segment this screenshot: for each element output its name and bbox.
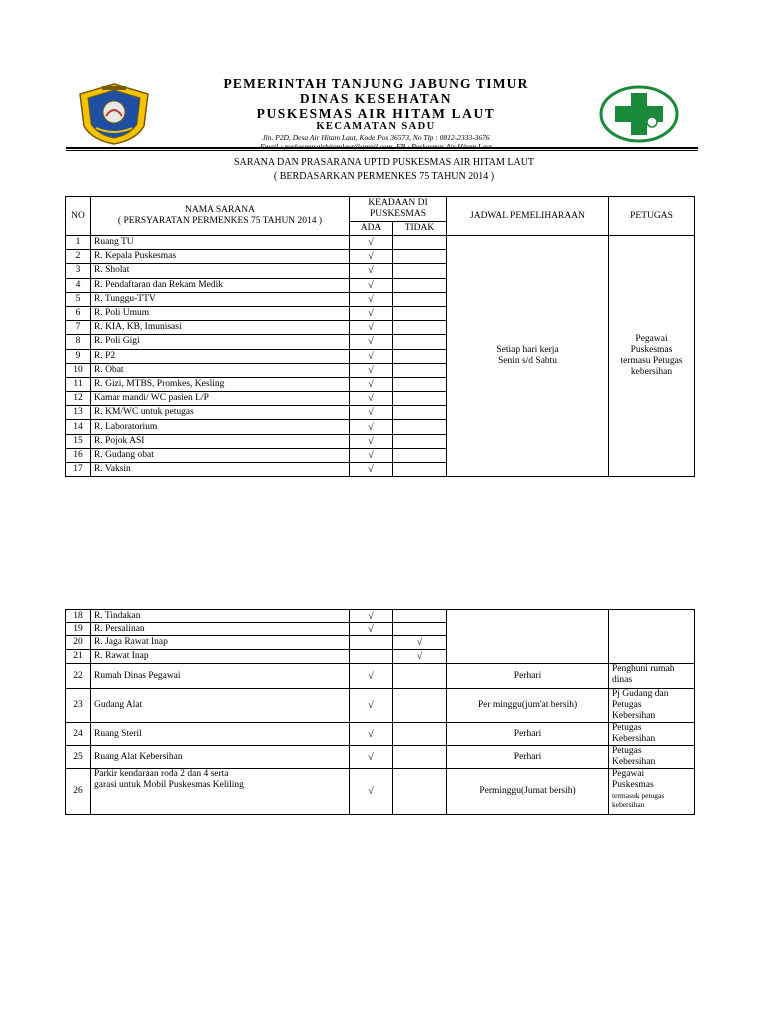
facility-name: R. Poli Umum <box>91 306 350 320</box>
facility-name: R. KIA, KB, Imunisasi <box>91 321 350 335</box>
facility-name: Rumah Dinas Pegawai <box>91 664 350 689</box>
row-number: 2 <box>66 250 91 264</box>
table-row <box>66 723 695 746</box>
facility-name: R. KM/WC untuk petugas <box>91 406 350 420</box>
check-tidak <box>393 746 447 769</box>
cell-line: Pegawai <box>612 769 645 779</box>
maintenance-schedule <box>447 610 609 664</box>
check-ada: √ <box>350 406 393 420</box>
letterhead-district: KECAMATAN SADU <box>316 121 436 132</box>
maintenance-schedule: Perhari <box>447 723 609 746</box>
row-number: 12 <box>66 392 91 406</box>
header-nama-line1: NAMA SARANA <box>185 205 255 215</box>
facility-name: Kamar mandi/ WC pasien L/P <box>91 392 350 406</box>
facility-name: R. Pojok ASI <box>91 434 350 448</box>
check-ada: √ <box>350 292 393 306</box>
check-tidak <box>393 406 447 420</box>
cell-line: kebersihan <box>612 800 645 809</box>
check-ada: √ <box>350 377 393 391</box>
check-ada: √ <box>350 769 393 815</box>
facility-name <box>91 769 350 815</box>
check-ada: √ <box>350 278 393 292</box>
check-ada: √ <box>350 335 393 349</box>
facility-name: Ruang TU <box>91 236 350 250</box>
check-tidak <box>393 420 447 434</box>
check-tidak <box>393 278 447 292</box>
check-ada: √ <box>350 392 393 406</box>
row-number: 7 <box>66 321 91 335</box>
cell-line: Senin s/d Sabtu <box>497 356 558 367</box>
facility-table-1 <box>65 196 695 477</box>
header-tidak: TIDAK <box>393 222 447 236</box>
cell-line: Pj Gudang dan <box>612 689 669 699</box>
check-ada: √ <box>350 689 393 723</box>
facility-name: R. Laboratorium <box>91 420 350 434</box>
check-ada: √ <box>350 349 393 363</box>
facility-table-2 <box>65 609 695 815</box>
check-tidak <box>393 689 447 723</box>
document-title: SARANA DAN PRASARANA UPTD PUSKESMAS AIR HITAM LAUT <box>233 157 535 168</box>
table-row <box>66 689 695 723</box>
row-number: 1 <box>66 236 91 250</box>
letterhead-rule-thin <box>66 150 698 151</box>
check-tidak <box>393 664 447 689</box>
maintenance-schedule: Per minggu(jum'at bersih) <box>447 689 609 723</box>
letterhead-agency: DINAS KESEHATAN <box>299 91 453 106</box>
check-tidak <box>393 434 447 448</box>
check-tidak: √ <box>393 650 447 664</box>
header-keadaan <box>350 197 447 222</box>
check-tidak <box>393 623 447 636</box>
letterhead-address: Jln. P2D, Desa Air Hitam Laut, Kode Pos 36573, No Tlp : 0812-2333-3676 <box>262 133 490 142</box>
header-ada: ADA <box>350 222 393 236</box>
document-subtitle: ( BERDASARKAN PERMENKES 75 TAHUN 2014 ) <box>273 171 495 182</box>
row-number: 3 <box>66 264 91 278</box>
check-tidak <box>393 321 447 335</box>
staff-responsible <box>609 746 695 769</box>
check-tidak <box>393 250 447 264</box>
header-keadaan-line2: PUSKESMAS <box>370 209 426 219</box>
check-ada: √ <box>350 306 393 320</box>
check-ada: √ <box>350 236 393 250</box>
cell-line: termasu Petugas <box>620 356 683 367</box>
cell-line: Petugas <box>612 723 642 733</box>
staff-responsible <box>609 610 695 664</box>
facility-name: R. Gudang obat <box>91 448 350 462</box>
staff-responsible <box>609 689 695 723</box>
cell-line: dinas <box>612 675 633 685</box>
cell-line: termasuk petugas <box>612 791 665 800</box>
health-cross-logo-icon <box>599 85 679 143</box>
check-tidak <box>393 264 447 278</box>
check-tidak <box>393 392 447 406</box>
facility-name: R. Rawat Inap <box>91 650 350 664</box>
check-tidak <box>393 363 447 377</box>
cell-line: Setiap hari kerja <box>496 345 559 356</box>
maintenance-schedule: Perminggu(Jumat bersih) <box>447 769 609 815</box>
header-petugas: PETUGAS <box>609 197 695 236</box>
check-tidak <box>393 349 447 363</box>
facility-name: R. P2 <box>91 349 350 363</box>
facility-name: R. Jaga Rawat Inap <box>91 636 350 650</box>
check-tidak <box>393 236 447 250</box>
header-no: NO <box>66 197 91 236</box>
row-number: 13 <box>66 406 91 420</box>
row-number: 20 <box>66 636 91 650</box>
row-number: 22 <box>66 664 91 689</box>
facility-name: R. Tindakan <box>91 610 350 623</box>
cell-line: Petugas <box>612 700 642 710</box>
facility-name: Gudang Alat <box>91 689 350 723</box>
table-row <box>66 236 695 250</box>
row-number: 25 <box>66 746 91 769</box>
row-number: 8 <box>66 335 91 349</box>
row-number: 5 <box>66 292 91 306</box>
maintenance-schedule: Perhari <box>447 746 609 769</box>
facility-name: Ruang Alat Kebersihan <box>91 746 350 769</box>
letterhead-government: PEMERINTAH TANJUNG JABUNG TIMUR <box>223 76 529 91</box>
check-ada <box>350 636 393 650</box>
row-number: 26 <box>66 769 91 815</box>
table-row <box>66 610 695 623</box>
row-number: 19 <box>66 623 91 636</box>
cell-line: kebersihan <box>630 367 673 378</box>
letterhead-puskesmas: PUSKESMAS AIR HITAM LAUT <box>256 106 496 121</box>
check-tidak: √ <box>393 636 447 650</box>
check-tidak <box>393 335 447 349</box>
check-tidak <box>393 769 447 815</box>
row-number: 21 <box>66 650 91 664</box>
letterhead <box>66 76 698 150</box>
row-number: 6 <box>66 306 91 320</box>
cell-line: Kebersihan <box>612 757 656 767</box>
header-jadwal: JADWAL PEMELIHARAAN <box>447 197 609 236</box>
check-ada: √ <box>350 264 393 278</box>
row-number: 4 <box>66 278 91 292</box>
row-number: 17 <box>66 463 91 477</box>
row-number: 11 <box>66 377 91 391</box>
table-row <box>66 746 695 769</box>
check-ada: √ <box>350 321 393 335</box>
check-ada: √ <box>350 610 393 623</box>
row-number: 15 <box>66 434 91 448</box>
facility-name: Ruang Steril <box>91 723 350 746</box>
table-row <box>66 769 695 815</box>
facility-name: R. Poli Gigi <box>91 335 350 349</box>
check-ada <box>350 650 393 664</box>
check-ada: √ <box>350 434 393 448</box>
letterhead-email: Email : puskesmasairhitamlaut@gmail.com, FB : Puskesmas Air Hitam Laut <box>260 142 492 151</box>
header-nama-line2: ( PERSYARATAN PERMENKES 75 TAHUN 2014 ) <box>117 216 323 226</box>
table-row <box>66 664 695 689</box>
staff-responsible <box>609 664 695 689</box>
cell-line: Petugas <box>612 746 642 756</box>
header-nama-sarana <box>91 197 350 236</box>
row-number: 14 <box>66 420 91 434</box>
cell-line: Puskesmas <box>612 780 654 790</box>
header-keadaan-line1: KEADAAN DI <box>368 198 428 208</box>
facility-name: R. Kepala Puskesmas <box>91 250 350 264</box>
cell-line: Penghuni rumah <box>612 664 675 674</box>
cell-line: Kebersihan <box>612 734 656 744</box>
check-ada: √ <box>350 463 393 477</box>
check-ada: √ <box>350 664 393 689</box>
cell-line: Puskesmas <box>630 345 673 356</box>
check-ada: √ <box>350 448 393 462</box>
check-tidak <box>393 463 447 477</box>
facility-name: R. Vaksin <box>91 463 350 477</box>
check-ada: √ <box>350 363 393 377</box>
facility-name: R. Sholat <box>91 264 350 278</box>
facility-name: R. Pendaftaran dan Rekam Medik <box>91 278 350 292</box>
maintenance-schedule <box>447 236 609 477</box>
cell-line: garasi untuk Mobil Puskesmas Keliling <box>94 780 244 790</box>
facility-name: R. Persalinan <box>91 623 350 636</box>
check-ada: √ <box>350 623 393 636</box>
regency-emblem-icon <box>76 82 152 146</box>
check-tidak <box>393 723 447 746</box>
check-tidak <box>393 610 447 623</box>
check-tidak <box>393 292 447 306</box>
staff-responsible <box>609 723 695 746</box>
staff-responsible <box>609 769 695 815</box>
facility-name: R. Tunggu-TTV <box>91 292 350 306</box>
cell-line: Parkir kendaraan roda 2 dan 4 serta <box>94 769 229 779</box>
check-ada: √ <box>350 723 393 746</box>
check-tidak <box>393 448 447 462</box>
row-number: 23 <box>66 689 91 723</box>
row-number: 16 <box>66 448 91 462</box>
row-number: 24 <box>66 723 91 746</box>
staff-responsible <box>609 236 695 477</box>
letterhead-rule-thick <box>66 147 698 149</box>
cell-line: Pegawai <box>635 334 668 345</box>
row-number: 18 <box>66 610 91 623</box>
cell-line: Kebersihan <box>612 711 656 721</box>
check-ada: √ <box>350 746 393 769</box>
facility-name: R. Gizi, MTBS, Promkes, Kesling <box>91 377 350 391</box>
check-ada: √ <box>350 420 393 434</box>
row-number: 10 <box>66 363 91 377</box>
maintenance-schedule: Perhari <box>447 664 609 689</box>
check-ada: √ <box>350 250 393 264</box>
check-tidak <box>393 306 447 320</box>
check-tidak <box>393 377 447 391</box>
facility-name: R. Obat <box>91 363 350 377</box>
row-number: 9 <box>66 349 91 363</box>
